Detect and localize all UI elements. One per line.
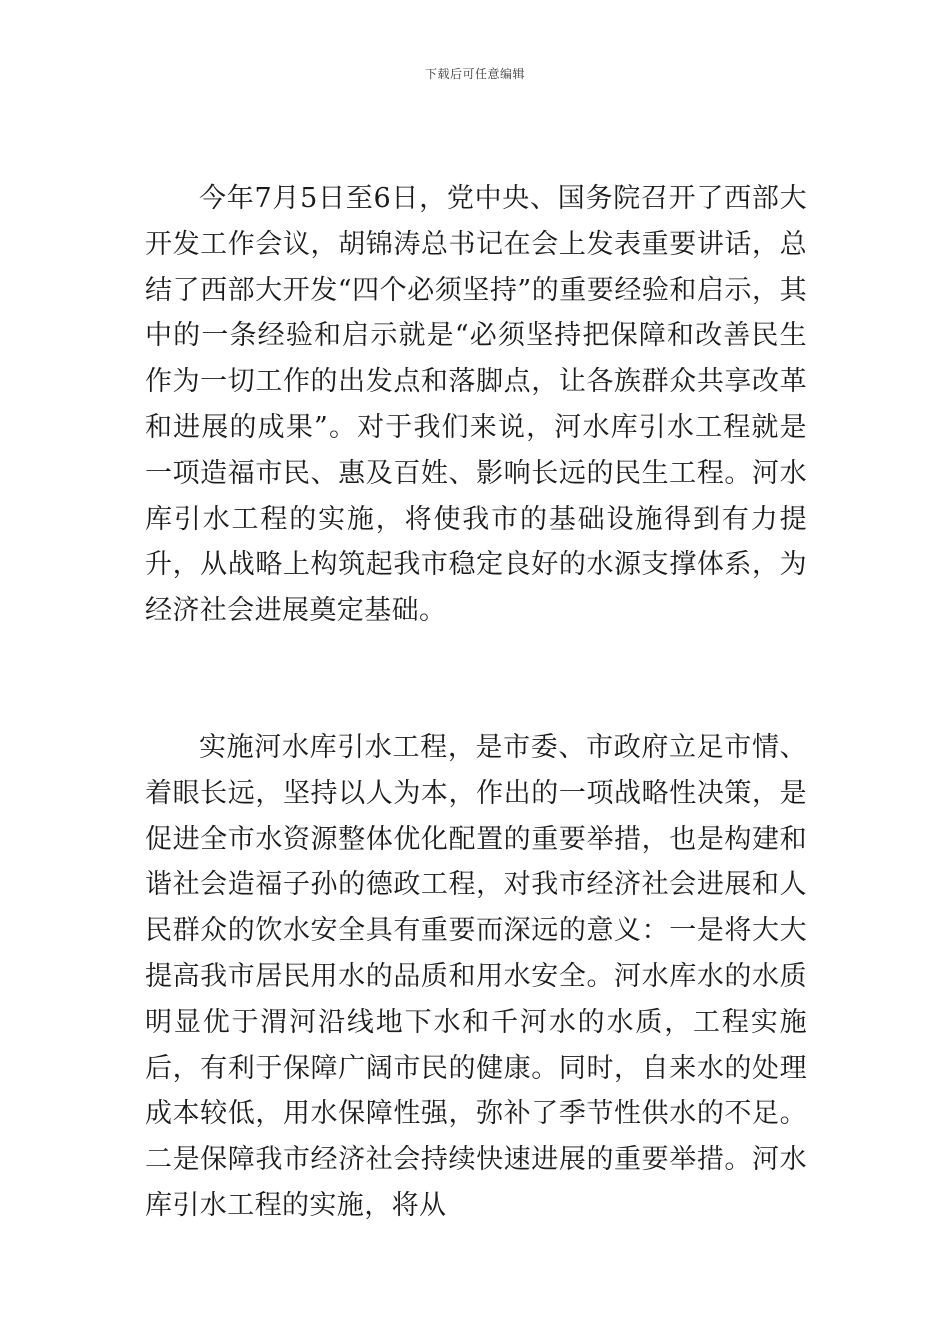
paragraph-2: 实施河水库引水工程，是市委、市政府立足市情、着眼长远，坚持以人为本，作出的一项战略性决策，是促进全市水资源整体优化配置的重要举措，也是构建和谐社会造福子孙的德政工程，对我市经济社会进展和人民群众的饮水安全具有重要而深远的意义：一是将大大提高我市居民用水的品质和用水安全。河水库水的水质明显优于渭河沿线地下水和千河水的水质，工程实施后，有利于保障广阔市民的健康。同时，自来水的处理成本较低，用水保障性强，弥补了季节性供水的不足。二是保障我市经济社会持续快速进展的重要举措。河水库引水工程的实施，将从: [145, 731, 807, 1221]
page-header-note: 下载后可任意编辑: [424, 67, 525, 81]
paragraph-1: 今年7月5日至6日，党中央、国务院召开了西部大开发工作会议，胡锦涛总书记在会上发表重要讲话，总结了西部大开发“四个必须坚持”的重要经验和启示，其中的一条经验和启示就是“必须坚持把保障和改善民生作为一切工作的出发点和落脚点，让各族群众共享改革和进展的成果”。对于我们来说，河水库引水工程就是一项造福市民、惠及百姓、影响长远的民生工程。河水库引水工程的实施，将使我市的基础设施得到有力提升，从战略上构筑起我市稳定良好的水源支撑体系，为经济社会进展奠定基础。: [145, 183, 807, 627]
document-body: [145, 176, 807, 1229]
